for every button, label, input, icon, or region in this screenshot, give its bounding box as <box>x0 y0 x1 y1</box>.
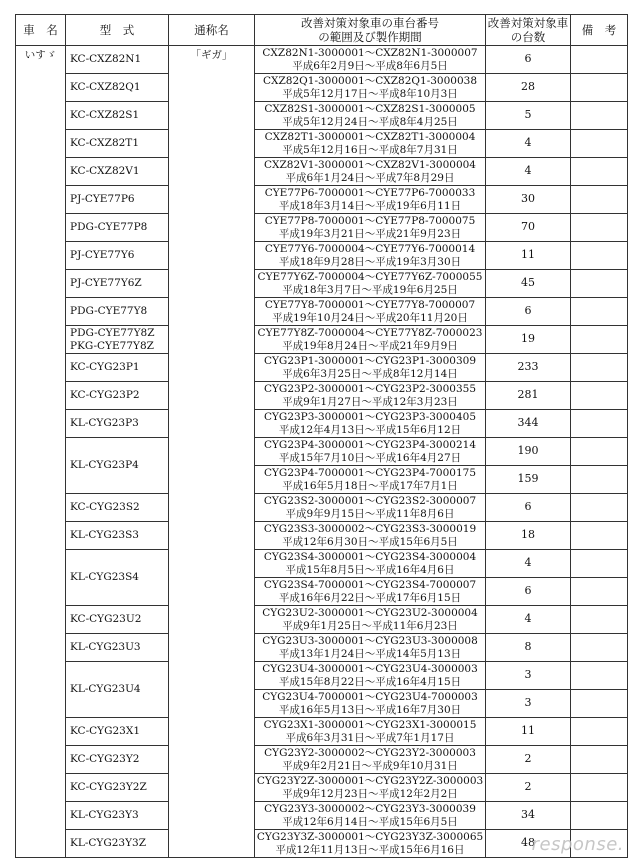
remarks-cell <box>571 102 628 130</box>
count-cell: 19 <box>486 326 571 354</box>
remarks-cell <box>571 354 628 382</box>
table-row <box>16 102 628 130</box>
serial-range: CYG23Y3Z-3000001〜CYG23Y3Z-3000065 <box>256 831 484 843</box>
production-period: 平成18年3月14日〜平成19年6月11日 <box>278 199 462 212</box>
range-cell <box>255 438 486 466</box>
model-code: KL-CYG23P4 <box>70 459 139 472</box>
range-cell <box>255 74 486 102</box>
remarks-cell <box>571 410 628 438</box>
count-cell: 344 <box>486 410 571 438</box>
table-row <box>16 354 628 382</box>
serial-range: CYG23S2-3000001〜CYG23S2-3000007 <box>263 495 477 507</box>
production-period: 平成12年6月14日〜平成15年6月5日 <box>282 815 458 828</box>
range-cell <box>255 214 486 242</box>
remarks-cell <box>571 522 628 550</box>
table-row <box>16 298 628 326</box>
count-cell: 28 <box>486 74 571 102</box>
count-cell: 233 <box>486 354 571 382</box>
remarks-cell <box>571 158 628 186</box>
range-cell <box>255 46 486 74</box>
production-period: 平成16年5月13日〜平成16年7月30日 <box>278 703 462 716</box>
range-cell <box>255 130 486 158</box>
count-cell: 6 <box>486 578 571 606</box>
remarks-cell <box>571 718 628 746</box>
count-cell: 70 <box>486 214 571 242</box>
model-code: PJ-CYE77Y6 <box>70 249 135 262</box>
range-cell <box>255 242 486 270</box>
header-common-name: 通称名 <box>169 15 255 46</box>
production-period: 平成6年3月31日〜平成7年1月17日 <box>285 731 455 744</box>
remarks-cell <box>571 550 628 578</box>
table-row <box>16 130 628 158</box>
production-period: 平成5年12月24日〜平成8年4月25日 <box>282 115 458 128</box>
production-period: 平成12年6月30日〜平成15年6月5日 <box>282 535 458 548</box>
range-cell <box>255 158 486 186</box>
production-period: 平成6年2月9日〜平成8年6月5日 <box>292 59 448 72</box>
production-period: 平成9年1月25日〜平成11年6月23日 <box>282 619 458 632</box>
remarks-cell <box>571 298 628 326</box>
model-code: PKG-CYE77Y8Z <box>70 339 154 352</box>
count-cell: 45 <box>486 270 571 298</box>
model-cell <box>66 802 169 830</box>
remarks-cell <box>571 746 628 774</box>
count-cell: 4 <box>486 550 571 578</box>
remarks-cell <box>571 242 628 270</box>
serial-range: CYG23Y2Z-3000001〜CYG23Y2Z-3000003 <box>256 775 484 787</box>
model-code: KL-CYG23U4 <box>70 683 141 696</box>
range-cell <box>255 354 486 382</box>
remarks-cell <box>571 578 628 606</box>
model-code: KL-CYG23Y3Z <box>70 837 146 850</box>
serial-range: CXZ82V1-3000001〜CXZ82V1-3000004 <box>264 159 476 171</box>
serial-range: CXZ82N1-3000001〜CXZ82N1-3000007 <box>262 47 478 59</box>
header-row <box>16 15 628 46</box>
count-cell: 2 <box>486 774 571 802</box>
model-cell <box>66 326 169 354</box>
production-period: 平成16年5月18日〜平成17年7月1日 <box>282 479 458 492</box>
table-row <box>16 186 628 214</box>
production-period: 平成15年8月5日〜平成16年4月6日 <box>285 563 455 576</box>
model-cell <box>66 270 169 298</box>
table-row <box>16 662 628 690</box>
serial-range: CXZ82T1-3000001〜CXZ82T1-3000004 <box>264 131 476 143</box>
header-range-line2: の範囲及び製作期間 <box>318 30 422 44</box>
serial-range: CYE77Y8-7000001〜CYE77Y8-7000007 <box>264 299 476 311</box>
remarks-cell <box>571 494 628 522</box>
production-period: 平成12年11月13日〜平成15年6月16日 <box>275 843 465 856</box>
model-cell <box>66 158 169 186</box>
range-cell <box>255 830 486 858</box>
range-cell <box>255 382 486 410</box>
remarks-cell <box>571 214 628 242</box>
table-row <box>16 746 628 774</box>
serial-range: CYE77P8-7000001〜CYE77P8-7000075 <box>264 215 476 227</box>
remarks-cell <box>571 186 628 214</box>
serial-range: CYG23U4-3000001〜CYG23U4-3000003 <box>262 663 478 675</box>
model-code: KC-CYG23Y2Z <box>70 781 147 794</box>
serial-range: CYG23U4-7000001〜CYG23U4-7000003 <box>262 691 478 703</box>
range-cell <box>255 746 486 774</box>
count-cell: 6 <box>486 494 571 522</box>
count-cell: 8 <box>486 634 571 662</box>
table-row <box>16 802 628 830</box>
production-period: 平成9年12月23日〜平成12年2月2日 <box>282 787 458 800</box>
remarks-cell <box>571 130 628 158</box>
count-cell: 4 <box>486 606 571 634</box>
production-period: 平成13年1月24日〜平成14年5月13日 <box>278 647 462 660</box>
serial-range: CYG23U2-3000001〜CYG23U2-3000004 <box>262 607 478 619</box>
model-cell <box>66 494 169 522</box>
production-period: 平成15年7月10日〜平成16年4月27日 <box>278 451 462 464</box>
production-period: 平成12年4月13日〜平成15年6月12日 <box>278 423 462 436</box>
range-cell <box>255 186 486 214</box>
count-cell: 30 <box>486 186 571 214</box>
model-code: KL-CYG23S4 <box>70 571 139 584</box>
model-code: KL-CYG23U3 <box>70 641 141 654</box>
count-cell: 2 <box>486 746 571 774</box>
remarks-cell <box>571 634 628 662</box>
model-cell <box>66 298 169 326</box>
table-row <box>16 158 628 186</box>
model-code: PJ-CYE77P6 <box>70 193 135 206</box>
model-code: KC-CXZ82T1 <box>70 137 139 150</box>
production-period: 平成5年12月16日〜平成8年7月31日 <box>282 143 458 156</box>
serial-range: CYG23Y2-3000002〜CYG23Y2-3000003 <box>264 747 476 759</box>
production-period: 平成15年8月22日〜平成16年4月15日 <box>278 675 462 688</box>
serial-range: CYG23U3-3000001〜CYG23U3-3000008 <box>262 635 478 647</box>
header-count <box>486 15 571 46</box>
range-cell <box>255 494 486 522</box>
remarks-cell <box>571 382 628 410</box>
remarks-cell <box>571 690 628 718</box>
range-cell <box>255 802 486 830</box>
table-row <box>16 270 628 298</box>
count-cell: 4 <box>486 130 571 158</box>
range-cell <box>255 550 486 578</box>
serial-range: CYE77P6-7000001〜CYE77P6-7000033 <box>264 187 476 199</box>
model-cell <box>66 550 169 606</box>
recall-table <box>15 14 628 858</box>
model-code: KC-CXZ82V1 <box>70 165 140 178</box>
model-code: KC-CYG23P2 <box>70 389 140 402</box>
range-cell <box>255 690 486 718</box>
serial-range: CYG23P2-3000001〜CYG23P2-3000355 <box>263 383 477 395</box>
model-cell <box>66 74 169 102</box>
count-cell: 18 <box>486 522 571 550</box>
table-row <box>16 550 628 578</box>
remarks-cell <box>571 270 628 298</box>
count-cell: 281 <box>486 382 571 410</box>
model-cell <box>66 774 169 802</box>
range-cell <box>255 718 486 746</box>
model-cell <box>66 130 169 158</box>
model-cell <box>66 410 169 438</box>
model-code: KC-CYG23P1 <box>70 361 140 374</box>
remarks-cell <box>571 774 628 802</box>
production-period: 平成9年9月15日〜平成11年8月6日 <box>285 507 455 520</box>
count-cell: 3 <box>486 690 571 718</box>
model-code: KC-CYG23U2 <box>70 613 142 626</box>
table-row <box>16 634 628 662</box>
serial-range: CYG23Y3-3000002〜CYG23Y3-3000039 <box>264 803 476 815</box>
serial-range: CYE77Y8Z-7000004〜CYE77Y8Z-7000023 <box>257 327 483 339</box>
remarks-cell <box>571 46 628 74</box>
count-cell: 4 <box>486 158 571 186</box>
model-cell <box>66 438 169 494</box>
table-row <box>16 74 628 102</box>
model-code: KC-CYG23S2 <box>70 501 140 514</box>
serial-range: CYG23P4-7000001〜CYG23P4-7000175 <box>263 467 477 479</box>
serial-range: CYG23P4-3000001〜CYG23P4-3000214 <box>263 439 477 451</box>
table-body <box>16 46 628 858</box>
serial-range: CYE77Y6Z-7000004〜CYE77Y6Z-7000055 <box>257 271 483 283</box>
model-code: PDG-CYE77Y8 <box>70 305 148 318</box>
count-cell: 5 <box>486 102 571 130</box>
production-period: 平成18年9月28日〜平成19年3月30日 <box>278 255 462 268</box>
header-range-line1: 改善対策対象車の車台番号 <box>301 16 439 30</box>
header-maker: 車 名 <box>16 15 66 46</box>
table-row <box>16 438 628 466</box>
production-period: 平成16年6月22日〜平成17年6月15日 <box>278 591 462 604</box>
model-code: KL-CYG23Y3 <box>70 809 139 822</box>
range-cell <box>255 774 486 802</box>
remarks-cell <box>571 326 628 354</box>
table-row <box>16 46 628 74</box>
remarks-cell <box>571 662 628 690</box>
serial-range: CYG23S4-3000001〜CYG23S4-3000004 <box>263 551 477 563</box>
model-code: KC-CYG23Y2 <box>70 753 140 766</box>
table-row <box>16 606 628 634</box>
serial-range: CYG23S3-3000002〜CYG23S3-3000019 <box>263 523 477 535</box>
count-cell: 159 <box>486 466 571 494</box>
model-code: KC-CXZ82Q1 <box>70 81 141 94</box>
range-cell <box>255 102 486 130</box>
serial-range: CYG23X1-3000001〜CYG23X1-3000015 <box>263 719 477 731</box>
table-row <box>16 382 628 410</box>
maker-cell: いすゞ <box>16 46 66 858</box>
remarks-cell <box>571 438 628 466</box>
production-period: 平成19年8月24日〜平成21年9月9日 <box>282 339 458 352</box>
model-cell <box>66 830 169 858</box>
range-cell <box>255 606 486 634</box>
production-period: 平成9年2月21日〜平成9年10月31日 <box>282 759 458 772</box>
remarks-cell <box>571 606 628 634</box>
count-cell: 6 <box>486 46 571 74</box>
model-cell <box>66 242 169 270</box>
count-cell: 6 <box>486 298 571 326</box>
count-cell: 34 <box>486 802 571 830</box>
range-cell <box>255 410 486 438</box>
model-code: PDG-CYE77P8 <box>70 221 148 234</box>
header-count-line2: の台数 <box>510 30 546 44</box>
header-remarks: 備 考 <box>571 15 628 46</box>
range-cell <box>255 662 486 690</box>
model-cell <box>66 354 169 382</box>
model-code: PJ-CYE77Y6Z <box>70 277 142 290</box>
production-period: 平成19年10月24日〜平成20年11月20日 <box>272 311 468 324</box>
count-cell: 11 <box>486 242 571 270</box>
production-period: 平成18年3月7日〜平成19年6月25日 <box>282 283 458 296</box>
production-period: 平成19年3月21日〜平成21年9月23日 <box>278 227 462 240</box>
model-cell <box>66 606 169 634</box>
production-period: 平成5年12月17日〜平成8年10月3日 <box>282 87 458 100</box>
serial-range: CYG23P1-3000001〜CYG23P1-3000309 <box>263 355 477 367</box>
production-period: 平成9年1月27日〜平成12年3月23日 <box>282 395 458 408</box>
common-name-cell: 「ギガ」 <box>169 46 255 858</box>
range-cell <box>255 522 486 550</box>
model-cell <box>66 186 169 214</box>
model-code: KC-CXZ82S1 <box>70 109 140 122</box>
model-cell <box>66 214 169 242</box>
serial-range: CXZ82Q1-3000001〜CXZ82Q1-3000038 <box>262 75 478 87</box>
count-cell: 3 <box>486 662 571 690</box>
table-row <box>16 522 628 550</box>
model-cell <box>66 382 169 410</box>
table-row <box>16 326 628 354</box>
serial-range: CXZ82S1-3000001〜CXZ82S1-3000005 <box>264 103 476 115</box>
table-row <box>16 410 628 438</box>
count-cell: 48 <box>486 830 571 858</box>
range-cell <box>255 578 486 606</box>
serial-range: CYE77Y6-7000004〜CYE77Y6-7000014 <box>264 243 476 255</box>
count-cell: 190 <box>486 438 571 466</box>
model-cell <box>66 662 169 718</box>
range-cell <box>255 270 486 298</box>
range-cell <box>255 298 486 326</box>
model-code: KC-CXZ82N1 <box>70 53 142 66</box>
remarks-cell <box>571 466 628 494</box>
table-row <box>16 774 628 802</box>
response-watermark: response. <box>531 834 624 855</box>
header-range <box>255 15 486 46</box>
remarks-cell <box>571 74 628 102</box>
model-code: KL-CYG23P3 <box>70 417 139 430</box>
production-period: 平成6年3月25日〜平成8年12月14日 <box>282 367 458 380</box>
table-row <box>16 494 628 522</box>
table-row <box>16 718 628 746</box>
header-count-line1: 改善対策対象車 <box>487 16 569 30</box>
table-row <box>16 242 628 270</box>
remarks-cell <box>571 802 628 830</box>
model-cell <box>66 102 169 130</box>
range-cell <box>255 466 486 494</box>
production-period: 平成6年1月24日〜平成7年8月29日 <box>285 171 455 184</box>
range-cell <box>255 634 486 662</box>
model-cell <box>66 746 169 774</box>
model-code: KC-CYG23X1 <box>70 725 141 738</box>
table-row <box>16 214 628 242</box>
count-cell: 11 <box>486 718 571 746</box>
model-cell <box>66 522 169 550</box>
serial-range: CYG23P3-3000001〜CYG23P3-3000405 <box>263 411 477 423</box>
model-cell <box>66 46 169 74</box>
model-code: KL-CYG23S3 <box>70 529 139 542</box>
serial-range: CYG23S4-7000001〜CYG23S4-7000007 <box>263 579 477 591</box>
model-cell <box>66 634 169 662</box>
range-cell <box>255 326 486 354</box>
model-cell <box>66 718 169 746</box>
header-model: 型 式 <box>66 15 169 46</box>
model-code: PDG-CYE77Y8Z <box>70 327 155 339</box>
